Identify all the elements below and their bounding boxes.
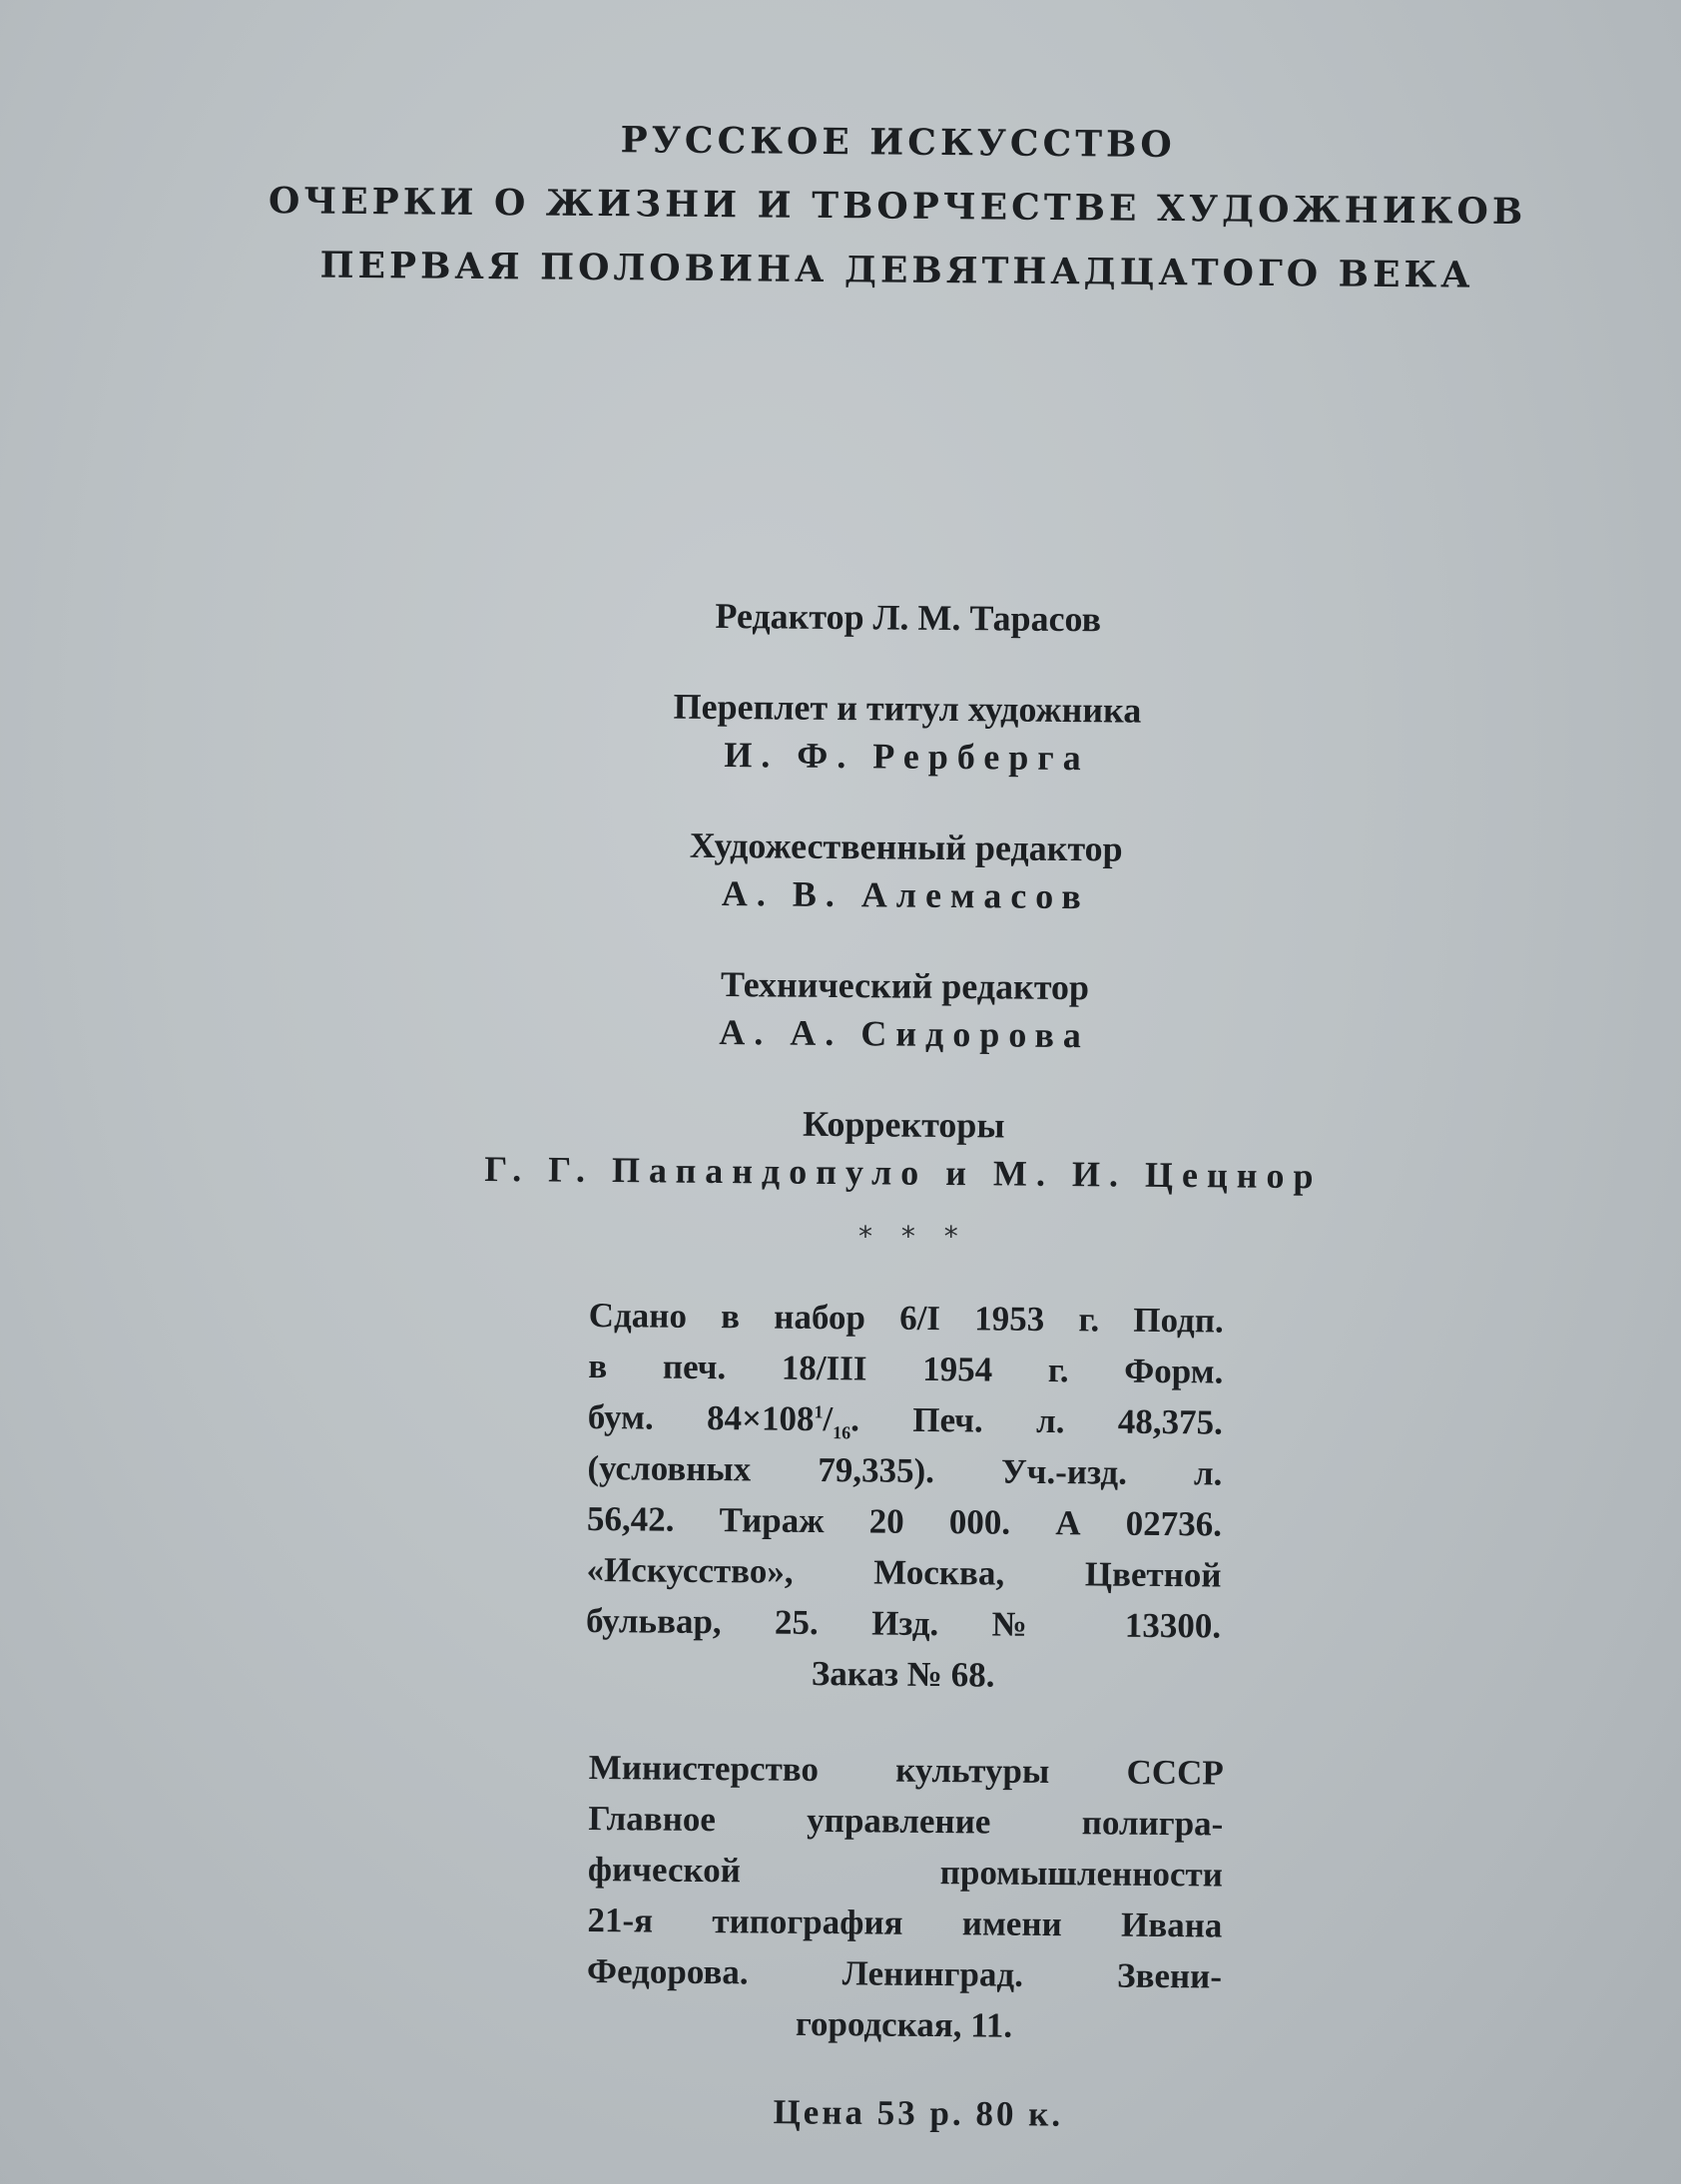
imprint-block [585, 1290, 1224, 1703]
section-separator: * * * [858, 1220, 968, 1253]
title-line-3: ПЕРВАЯ ПОЛОВИНА ДЕВЯТНАДЦАТОГО ВЕКА [319, 244, 1474, 296]
title-line-2: ОЧЕРКИ О ЖИЗНИ И ТВОРЧЕСТВЕ ХУДОЖНИКОВ [268, 180, 1527, 234]
credits-block [373, 589, 1437, 1244]
credit-art-editor-name: А. В. Алемасов [721, 873, 1090, 917]
printer-line-6: городская, 11. [795, 2003, 1013, 2045]
printer-line-4: 21-я типография имени Ивана [587, 1900, 1223, 1945]
imprint-line-8: Заказ № 68. [811, 1653, 995, 1695]
credit-tech-editor [375, 957, 1434, 1062]
imprint-line-2: в печ. 18/III 1954 г. Форм. [588, 1346, 1224, 1391]
imprint-line-6: «Искусство», Москва, Цветной [586, 1549, 1222, 1595]
credit-binding-role: Переплет и титул художника [673, 686, 1142, 731]
printer-line-5: Федорова. Ленинград. Звени- [586, 1950, 1223, 1996]
credit-art-editor-role: Художественный редактор [689, 824, 1123, 869]
credit-editor [379, 589, 1437, 646]
credit-binding-name: И. Ф. Рерберга [724, 735, 1090, 779]
credit-editor-text: Редактор Л. М. Тарасов [715, 595, 1102, 640]
format-fraction-num: 1 [814, 1401, 824, 1422]
credit-tech-editor-role: Технический редактор [720, 964, 1090, 1008]
printer-line-2: Главное управление полигра- [588, 1798, 1224, 1844]
format-fraction-den: 16 [833, 1422, 851, 1443]
imprint-line-4: (условных 79,335). Уч.-изд. л. [587, 1447, 1223, 1493]
title-line-1: РУССКОЕ ИСКУССТВО [620, 119, 1176, 167]
credit-proofreaders-role: Корректоры [802, 1103, 1005, 1146]
credit-tech-editor-name: А. А. Сидорова [719, 1011, 1091, 1056]
printer-block [586, 1742, 1224, 2053]
imprint-line-5: 56,42. Тираж 20 000. А 02736. [586, 1498, 1223, 1544]
imprint-format-b: . Печ. л. 48,375. [850, 1399, 1224, 1442]
printer-line-1: Министерство культуры СССР [588, 1747, 1224, 1793]
imprint-format-a: бум. 84×108 [587, 1396, 815, 1438]
price: Цена 53 р. 80 к. [773, 2092, 1064, 2134]
imprint-line-7: бульвар, 25. Изд. № 13300. [585, 1600, 1222, 1646]
printer-line-3: фической промышленности [587, 1849, 1224, 1895]
book-title [248, 105, 1547, 307]
credit-binding-artist [377, 680, 1436, 785]
credit-art-editor [376, 819, 1435, 923]
imprint-line-3: бум. $84\times 108^1/_{16}$. Печ. л. 48,375. [587, 1396, 1224, 1443]
credit-proofreaders-names: Г. Г. Папандопуло и М. И. Цецнор [484, 1148, 1323, 1197]
credit-proofreaders [374, 1096, 1433, 1201]
imprint-line-1: Сдано в набор 6/I 1953 г. Подп. [588, 1295, 1224, 1341]
